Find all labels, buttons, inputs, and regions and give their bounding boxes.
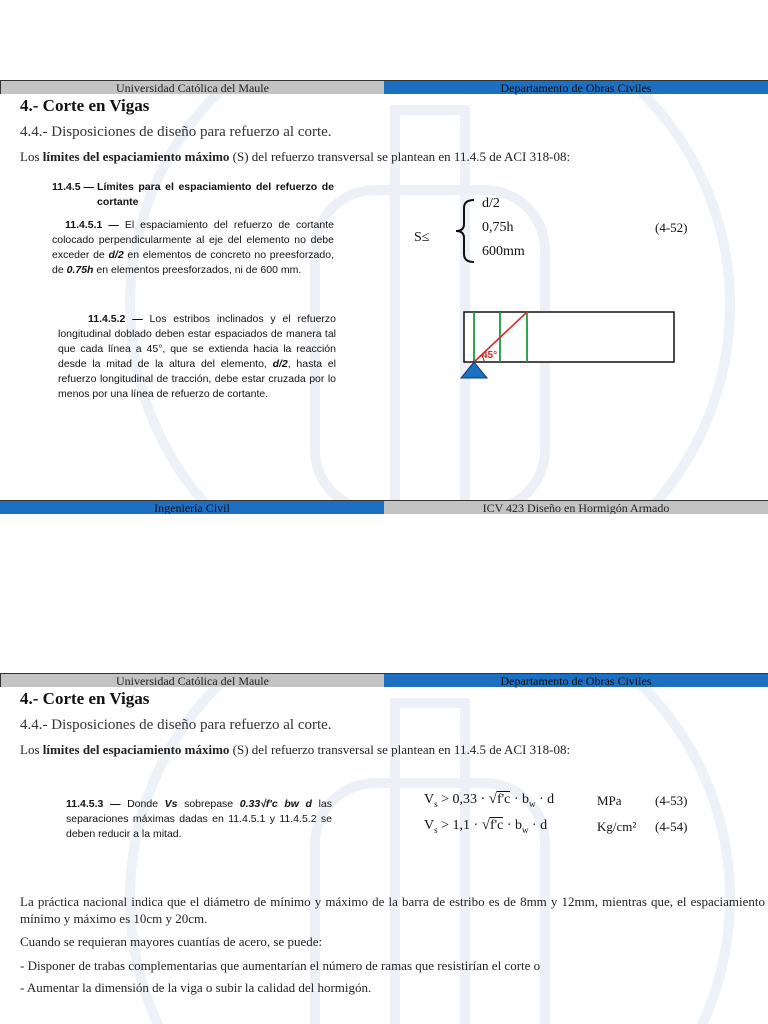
- code-11-4-5-2: [58, 312, 336, 402]
- intro-text: [20, 149, 570, 165]
- bullet-dimension: - Aumentar la dimensión de la viga o subir la calidad del hormigón.: [20, 980, 372, 995]
- code-excerpt-11-4-5: [52, 180, 334, 278]
- slide-title: 4.- Corte en Vigas: [20, 96, 150, 115]
- watermark-seal: [60, 80, 760, 510]
- sqrt-symbol: √: [488, 791, 497, 807]
- eq2-rest: > 1,1 ·: [437, 818, 482, 833]
- eq2-number: (4-54): [655, 819, 688, 834]
- intro-bold: límites del espaciamiento máximo: [42, 149, 230, 164]
- code2-d2: d/2: [272, 358, 288, 370]
- sqrt-symbol: √: [481, 817, 490, 833]
- code1-text-b: en elementos de concreto no preesforzado, de: [52, 249, 334, 276]
- code1-text-a: El espaciamiento del refuerzo de cortante colocado perpendicularmente al eje del elemento no debe exceder de: [52, 219, 334, 261]
- eq1-end: · d: [535, 792, 555, 807]
- slide-subtitle: 4.4.- Disposiciones de diseño para refuerzo al corte.: [20, 124, 332, 140]
- header-bar: [0, 80, 768, 94]
- slide-title: 4.- Corte en Vigas: [20, 689, 150, 708]
- code3-text-b: sobrepase: [177, 798, 240, 810]
- intro-post: (S) del refuerzo transversal se plantean en 11.4.5 de ACI 318-08:: [229, 742, 571, 757]
- eq2-sub: s: [434, 824, 438, 835]
- eq2-lhs: V: [424, 818, 435, 833]
- footer-bar: [0, 500, 768, 514]
- code3-text-c: las separaciones máximas dadas en 11.4.5.1 y 11.4.5.2 se deben reducir a la mitad.: [66, 798, 332, 840]
- equation-4-54: [424, 817, 547, 835]
- code2-text-a: Los estribos inclinados y el refuerzo longitudinal doblado deben estar espaciados de manera tal que cada línea a 45°, que se extienda hacia la reacción desde la mitad de la altura del elemento,: [58, 313, 336, 370]
- slide-1: [0, 80, 768, 514]
- eq2-sqrt-content: f'c: [489, 818, 504, 833]
- code2-text-b: , hasta el refuerzo longitudinal de tracción, debe estar cruzada por lo menos por una línea de refuerzo de cortante.: [58, 358, 336, 400]
- header-university: Universidad Católica del Maule: [0, 673, 384, 687]
- eq1-rest: > 0,33 ·: [437, 792, 489, 807]
- code3-vs: Vs: [164, 798, 178, 810]
- brace-item-2: 0,75h: [482, 220, 514, 235]
- beam-diagram: [458, 308, 680, 388]
- code1-d2: d/2: [108, 249, 124, 261]
- footer-course: ICV 423 Diseño en Hormigón Armado: [384, 500, 768, 514]
- angle-label: 45°: [482, 350, 498, 361]
- support-icon: [461, 362, 487, 378]
- header-department: Departamento de Obras Civiles: [384, 673, 768, 687]
- intro-pre: Los: [20, 742, 43, 757]
- intro-bold: límites del espaciamiento máximo: [42, 742, 230, 757]
- header-bar: [0, 673, 768, 687]
- paragraph-practice: La práctica nacional indica que el diámetro de mínimo y máximo de la barra de estribo es de 8mm y 12mm, mientras que, el espaciamiento mínimo y máximo es 10cm y 20cm.: [20, 894, 765, 926]
- equation-number: (4-52): [655, 220, 688, 235]
- brace-item-3: 600mm: [482, 244, 525, 259]
- code3-number: 11.4.5.3 —: [66, 798, 121, 810]
- eq1-sub: s: [434, 798, 438, 809]
- eq2-end: · d: [528, 818, 548, 833]
- code-title-text: Límites para el espaciamiento del refuerzo de cortante: [97, 181, 334, 208]
- header-department: Departamento de Obras Civiles: [384, 80, 768, 94]
- code1-number: 11.4.5.1 —: [65, 219, 119, 231]
- intro-pre: Los: [20, 149, 43, 164]
- eq2-unit: Kg/cm²: [597, 819, 637, 834]
- code3-expr: 0.33√f'c bw d: [239, 798, 312, 810]
- code1-text-c: en elementos preesforzados, ni de 600 mm.: [93, 264, 302, 276]
- header-university: Universidad Católica del Maule: [0, 80, 384, 94]
- code-11-4-5-1: [52, 218, 334, 278]
- code2-number: 11.4.5.2 —: [88, 313, 143, 325]
- footer-program: Ingeniería Civil: [0, 500, 384, 514]
- eq2-tail: · b: [503, 818, 523, 833]
- slide-2: [0, 673, 768, 1024]
- code-11-4-5-3: [66, 797, 332, 842]
- code3-text-a: Donde: [120, 798, 165, 810]
- eq2-sub2: w: [522, 824, 529, 835]
- slide-subtitle: 4.4.- Disposiciones de diseño para refuerzo al corte.: [20, 717, 332, 733]
- eq1-lhs: V: [424, 792, 435, 807]
- code-title-number: 11.4.5 —: [52, 181, 95, 193]
- code1-075h: 0.75h: [66, 264, 94, 276]
- brace-item-1: d/2: [482, 196, 500, 211]
- eq1-sqrt-content: f'c: [496, 792, 511, 807]
- intro-post: (S) del refuerzo transversal se plantean en 11.4.5 de ACI 318-08:: [229, 149, 571, 164]
- eq1-number: (4-53): [655, 793, 688, 808]
- paragraph-cuantias: Cuando se requieran mayores cuantías de acero, se puede:: [20, 934, 323, 949]
- eq1-sub2: w: [529, 798, 536, 809]
- brace-icon: [448, 198, 478, 264]
- bullet-trabas: - Disponer de trabas complementarias que aumentarían el número de ramas que resistirían el corte o: [20, 958, 541, 973]
- intro-text: [20, 742, 570, 758]
- s-label: S≤: [414, 230, 430, 245]
- equation-4-53: [424, 791, 554, 809]
- eq1-tail: · b: [510, 792, 530, 807]
- eq1-unit: MPa: [597, 793, 622, 808]
